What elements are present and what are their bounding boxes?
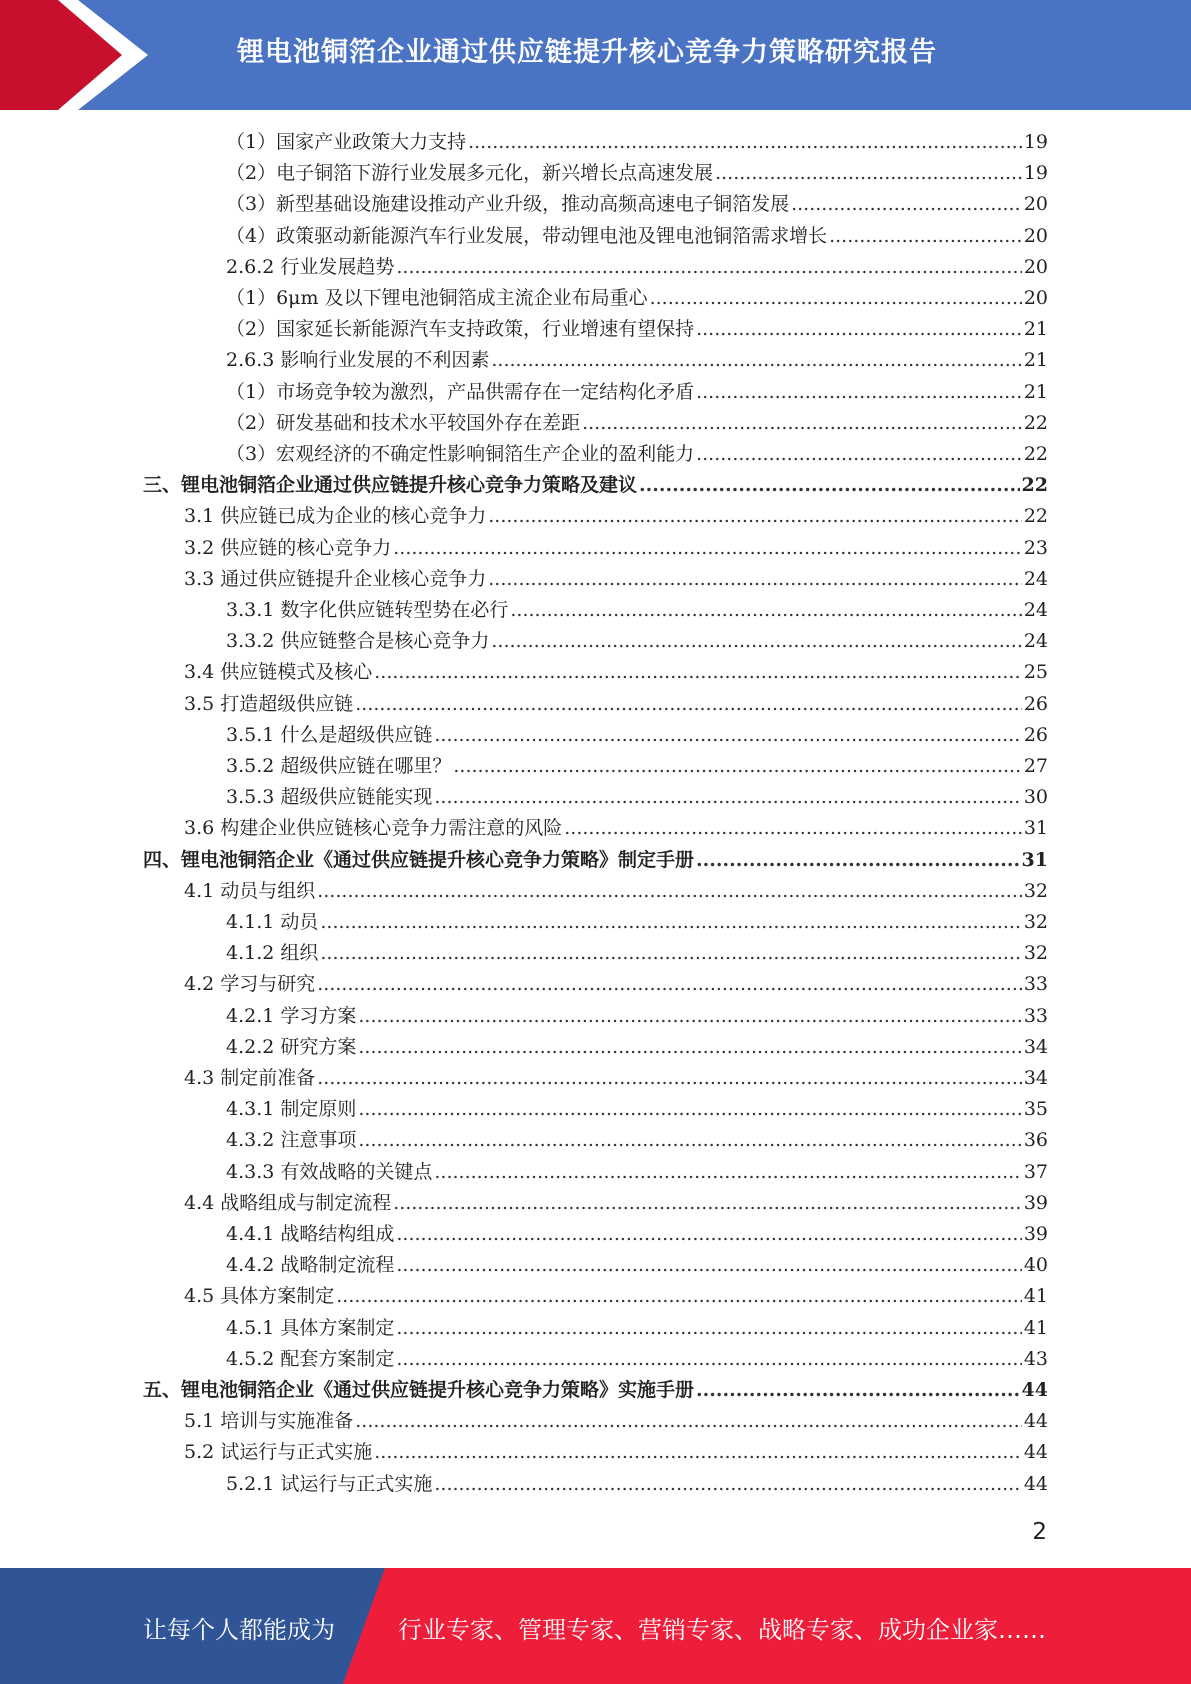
toc-entry[interactable] (226, 1219, 1048, 1250)
toc-entry[interactable] (226, 751, 1048, 782)
toc-entry-page: 21 (1023, 349, 1048, 372)
toc-entry-label: 4.3 制定前准备 (184, 1067, 316, 1089)
toc-entry-label: （1）国家产业政策大力支持 (226, 131, 467, 153)
toc-entry[interactable] (226, 1032, 1048, 1063)
toc-entry-page: 30 (1023, 786, 1048, 809)
toc-entry-page: 19 (1023, 131, 1048, 153)
toc-entry-label: 四、锂电池铜箔企业《通过供应链提升核心竞争力策略》制定手册 (143, 848, 695, 871)
toc-entry[interactable] (226, 221, 1048, 252)
toc-dot-leader (491, 626, 1021, 657)
toc-entry-label: （1）6μm 及以下锂电池铜箔成主流企业布局重心 (226, 287, 648, 309)
toc-entry[interactable] (184, 657, 1048, 688)
toc-dot-leader (650, 283, 1022, 314)
toc-dot-leader (336, 1281, 1022, 1312)
toc-dot-leader (317, 969, 1022, 1000)
toc-entry-page: 35 (1023, 1098, 1048, 1121)
toc-entry-label: 5.2 试运行与正式实施 (184, 1441, 373, 1464)
toc-entry-page: 20 (1023, 287, 1048, 309)
toc-entry-page: 26 (1023, 692, 1048, 715)
toc-dot-leader (317, 876, 1022, 907)
toc-entry-label: （3）新型基础设施建设推动产业升级，推动高频高速电子铜箔发展 (226, 193, 790, 216)
toc-entry-label: 4.5.2 配套方案制定 (226, 1347, 395, 1370)
toc-entry-page: 21 (1023, 318, 1048, 341)
toc-entry[interactable] (184, 533, 1048, 564)
toc-dot-leader (696, 845, 1020, 876)
toc-entry[interactable] (226, 439, 1048, 470)
toc-dot-leader (696, 314, 1022, 345)
toc-dot-leader (434, 782, 1021, 813)
toc-dot-leader (374, 657, 1022, 688)
toc-entry-page: 44 (1023, 1410, 1048, 1433)
toc-entry-page: 44 (1021, 1379, 1048, 1401)
toc-entry-page: 19 (1023, 162, 1048, 185)
toc-entry-page: 40 (1023, 1254, 1048, 1277)
toc-entry-label: 4.3.1 制定原则 (226, 1098, 357, 1121)
toc-entry-label: 4.1.2 组织 (226, 942, 319, 965)
toc-entry-page: 26 (1023, 723, 1048, 746)
toc-entry-label: （3）宏观经济的不确定性影响铜箔生产企业的盈利能力 (226, 443, 695, 465)
toc-entry-label: （2）研发基础和技术水平较国外存在差距 (226, 411, 581, 434)
toc-entry[interactable] (226, 408, 1048, 439)
toc-entry-label: （2）电子铜箔下游行业发展多元化，新兴增长点高速发展 (226, 162, 714, 185)
toc-entry-label: 3.6 构建企业供应链核心竞争力需注意的风险 (184, 817, 563, 840)
toc-entry-label: 2.6.3 影响行业发展的不利因素 (226, 349, 490, 372)
toc-entry-label: 3.5.1 什么是超级供应链 (226, 723, 433, 746)
toc-dot-leader (696, 439, 1022, 470)
toc-dot-leader (434, 1469, 1021, 1500)
toc-dot-leader (434, 1157, 1021, 1188)
toc-entry-label: 4.1 动员与组织 (184, 879, 316, 902)
toc-entry[interactable] (143, 845, 1048, 876)
toc-entry[interactable] (226, 626, 1048, 657)
toc-dot-leader (396, 1313, 1021, 1344)
toc-entry-page: 23 (1023, 536, 1048, 559)
toc-dot-leader (639, 470, 1020, 501)
toc-entry[interactable] (184, 969, 1048, 1000)
toc-entry[interactable] (184, 1406, 1048, 1437)
toc-entry-label: 4.4.2 战略制定流程 (226, 1254, 395, 1277)
toc-dot-leader (396, 1219, 1021, 1250)
toc-entry[interactable] (226, 377, 1048, 408)
toc-dot-leader (396, 252, 1021, 283)
toc-entry-label: 3.2 供应链的核心竞争力 (184, 536, 392, 559)
toc-entry-label: 4.4 战略组成与制定流程 (184, 1191, 392, 1214)
toc-entry[interactable] (226, 314, 1048, 345)
toc-entry-label: 3.5 打造超级供应链 (184, 692, 354, 715)
toc-entry[interactable] (184, 813, 1048, 844)
toc-dot-leader (396, 1344, 1021, 1375)
toc-entry-page: 22 (1021, 474, 1048, 497)
toc-entry-page: 43 (1023, 1347, 1048, 1370)
toc-entry[interactable] (226, 1469, 1048, 1500)
page-number: 2 (1032, 1519, 1047, 1545)
toc-dot-leader (696, 377, 1022, 408)
toc-entry-page: 24 (1023, 567, 1048, 590)
toc-dot-leader (358, 1032, 1021, 1063)
toc-dot-leader (491, 345, 1021, 376)
toc-entry-page: 37 (1023, 1160, 1048, 1183)
toc-entry-page: 44 (1023, 1441, 1048, 1464)
toc-entry-label: 4.2 学习与研究 (184, 973, 316, 996)
toc-entry-page: 39 (1023, 1223, 1048, 1245)
toc-dot-leader (320, 907, 1021, 938)
toc-entry[interactable] (226, 907, 1048, 938)
toc-entry-page: 33 (1023, 1004, 1048, 1027)
toc-entry[interactable] (226, 127, 1048, 158)
toc-entry-page: 25 (1023, 661, 1048, 684)
toc-entry-page: 20 (1023, 193, 1048, 216)
toc-entry-label: 4.3.2 注意事项 (226, 1129, 357, 1152)
toc-entry[interactable] (184, 501, 1048, 532)
toc-entry[interactable] (226, 720, 1048, 751)
toc-entry-page: 22 (1023, 411, 1048, 434)
toc-entry-page: 44 (1023, 1472, 1048, 1495)
toc-entry-page: 20 (1023, 224, 1048, 247)
toc-entry-page: 24 (1023, 599, 1048, 621)
toc-entry[interactable] (226, 1313, 1048, 1344)
toc-entry-label: 3.1 供应链已成为企业的核心竞争力 (184, 505, 487, 528)
toc-entry-page: 20 (1023, 255, 1048, 278)
toc-entry-label: 3.5.3 超级供应链能实现 (226, 786, 433, 809)
toc-dot-leader (393, 533, 1022, 564)
toc-entry[interactable] (184, 1188, 1048, 1219)
toc-dot-leader (358, 1125, 1021, 1156)
toc-entry-page: 22 (1023, 505, 1048, 528)
toc-entry[interactable] (184, 689, 1048, 720)
toc-entry[interactable] (184, 564, 1048, 595)
toc-entry[interactable] (226, 252, 1048, 283)
toc-entry-page: 27 (1023, 755, 1048, 777)
page-footer (0, 1568, 1191, 1684)
toc-entry[interactable] (184, 1281, 1048, 1312)
toc-entry-label: 4.2.2 研究方案 (226, 1035, 357, 1058)
toc-entry-label: 三、锂电池铜箔企业通过供应链提升核心竞争力策略及建议 (143, 474, 638, 497)
toc-entry-label: 4.5.1 具体方案制定 (226, 1316, 395, 1339)
toc-entry[interactable] (226, 1344, 1048, 1375)
toc-entry[interactable] (184, 1063, 1048, 1094)
toc-entry-page: 32 (1023, 879, 1048, 902)
toc-dot-leader (320, 938, 1021, 969)
toc-dot-leader (468, 127, 1022, 158)
toc-entry[interactable] (226, 1157, 1048, 1188)
toc-dot-leader (396, 1250, 1021, 1281)
toc-dot-leader (374, 1437, 1022, 1468)
toc-entry-label: （2）国家延长新能源汽车支持政策，行业增速有望保持 (226, 318, 695, 341)
toc-entry[interactable] (226, 189, 1048, 220)
toc-dot-leader (564, 813, 1022, 844)
toc-dot-leader (317, 1063, 1022, 1094)
toc-entry-page: 22 (1023, 443, 1048, 465)
toc-entry[interactable] (226, 1094, 1048, 1125)
toc-entry-page: 24 (1023, 630, 1048, 653)
toc-entry[interactable] (143, 470, 1048, 501)
toc-entry-label: 3.4 供应链模式及核心 (184, 661, 373, 684)
toc-entry-page: 21 (1023, 380, 1048, 403)
footer-slogan-left: 让每个人都能成为 (143, 1616, 335, 1644)
toc-entry-page: 33 (1023, 973, 1048, 996)
toc-entry[interactable] (143, 1375, 1048, 1406)
toc-dot-leader (488, 564, 1022, 595)
toc-dot-leader (488, 501, 1022, 532)
toc-entry-page: 39 (1023, 1191, 1048, 1214)
toc-entry-label: 3.3.2 供应链整合是核心竞争力 (226, 630, 490, 653)
toc-entry[interactable] (226, 782, 1048, 813)
page-header (0, 0, 1191, 110)
toc-dot-leader (358, 1001, 1021, 1032)
toc-entry[interactable] (226, 1001, 1048, 1032)
toc-entry[interactable] (226, 1125, 1048, 1156)
toc-entry-page: 31 (1021, 848, 1048, 871)
toc-entry-label: （4）政策驱动新能源汽车行业发展，带动锂电池及锂电池铜箔需求增长 (226, 224, 828, 247)
toc-entry-label: 五、锂电池铜箔企业《通过供应链提升核心竞争力策略》实施手册 (143, 1379, 695, 1401)
toc-dot-leader (358, 1094, 1021, 1125)
footer-slogan-right: 行业专家、管理专家、营销专家、战略专家、成功企业家…… (398, 1616, 1046, 1644)
toc-dot-leader (715, 158, 1022, 189)
toc-entry[interactable] (226, 595, 1048, 626)
toc-entry-label: （1）市场竞争较为激烈，产品供需存在一定结构化矛盾 (226, 380, 695, 403)
toc-entry-page: 36 (1023, 1129, 1048, 1152)
toc-entry-page: 32 (1023, 911, 1048, 933)
toc-dot-leader (510, 595, 1021, 626)
toc-dot-leader (696, 1375, 1020, 1406)
toc-entry-page: 34 (1023, 1035, 1048, 1058)
toc-entry-label: 3.5.2 超级供应链在哪里？ (226, 755, 452, 777)
toc-entry-page: 41 (1023, 1285, 1048, 1308)
toc-entry[interactable] (226, 938, 1048, 969)
toc-entry-label: 4.1.1 动员 (226, 911, 319, 933)
toc-dot-leader (582, 408, 1022, 439)
toc-entry-page: 32 (1023, 942, 1048, 965)
toc-dot-leader (453, 751, 1021, 782)
toc-entry[interactable] (226, 283, 1048, 314)
toc-entry[interactable] (226, 158, 1048, 189)
toc-entry-label: 3.3.1 数字化供应链转型势在必行 (226, 599, 509, 621)
toc-entry-label: 3.3 通过供应链提升企业核心竞争力 (184, 567, 487, 590)
toc-entry-label: 2.6.2 行业发展趋势 (226, 255, 395, 278)
toc-entry-label: 5.1 培训与实施准备 (184, 1410, 354, 1433)
header-chevron-logo (0, 0, 160, 110)
toc-entry-label: 4.2.1 学习方案 (226, 1004, 357, 1027)
toc-entry-label: 4.5 具体方案制定 (184, 1285, 335, 1308)
toc-entry[interactable] (226, 345, 1048, 376)
toc-dot-leader (355, 1406, 1022, 1437)
toc-dot-leader (355, 689, 1022, 720)
toc-entry[interactable] (226, 1250, 1048, 1281)
toc-dot-leader (393, 1188, 1022, 1219)
toc-entry[interactable] (184, 1437, 1048, 1468)
toc-dot-leader (829, 221, 1022, 252)
toc-entry-label: 4.4.1 战略结构组成 (226, 1223, 395, 1245)
toc-entry-page: 41 (1023, 1316, 1048, 1339)
toc-dot-leader (434, 720, 1021, 751)
toc-dot-leader (791, 189, 1022, 220)
toc-entry-page: 34 (1023, 1067, 1048, 1089)
toc-entry-label: 4.3.3 有效战略的关键点 (226, 1160, 433, 1183)
toc-entry-label: 5.2.1 试运行与正式实施 (226, 1472, 433, 1495)
toc-entry[interactable] (184, 876, 1048, 907)
document-title: 锂电池铜箔企业通过供应链提升核心竞争力策略研究报告 (237, 37, 937, 68)
toc-entry-page: 31 (1023, 817, 1048, 840)
